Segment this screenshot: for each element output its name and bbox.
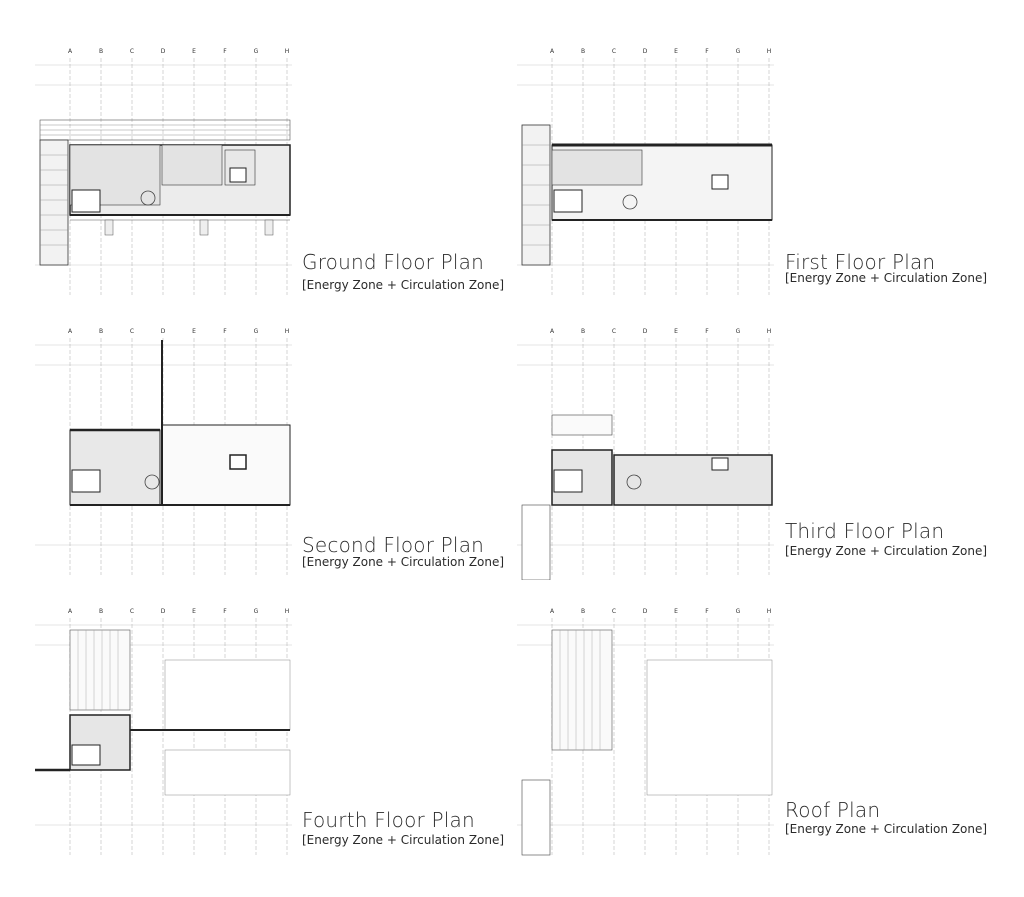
second-floor-plan-svg bbox=[30, 320, 300, 580]
grid-labels bbox=[550, 48, 771, 55]
grid-label: H bbox=[284, 48, 290, 55]
plan-title: Third Floor Plan bbox=[785, 519, 945, 543]
grid-label: C bbox=[129, 328, 135, 335]
solar-array bbox=[552, 630, 612, 750]
grid-label: F bbox=[223, 328, 227, 335]
stair-core bbox=[712, 458, 728, 470]
grid-label: G bbox=[253, 608, 259, 615]
grid-label: E bbox=[674, 608, 678, 615]
ground-floor-plan-drawing bbox=[30, 40, 300, 300]
roof-plan-svg bbox=[512, 600, 782, 860]
second-floor-plan-drawing bbox=[30, 320, 300, 580]
grid-label: B bbox=[580, 608, 586, 615]
grid-label: C bbox=[611, 328, 617, 335]
grid-label: A bbox=[549, 48, 555, 55]
grid-label: G bbox=[735, 48, 741, 55]
ramp bbox=[522, 780, 550, 855]
grid-label: H bbox=[284, 608, 290, 615]
grid-label: C bbox=[611, 608, 617, 615]
toilet-core bbox=[72, 470, 100, 492]
grid-label: B bbox=[98, 48, 104, 55]
solar-array bbox=[647, 660, 772, 795]
grid-labels bbox=[68, 608, 289, 615]
stair-block bbox=[552, 415, 612, 435]
building-block bbox=[614, 455, 772, 505]
stair-core bbox=[712, 175, 728, 189]
plan-subtitle: [Energy Zone + Circulation Zone] bbox=[785, 544, 988, 558]
grid-labels bbox=[68, 328, 289, 335]
grid-label: C bbox=[611, 48, 617, 55]
plan-title: Second Floor Plan bbox=[302, 533, 485, 557]
grid-label: C bbox=[129, 608, 135, 615]
toilet-core bbox=[554, 190, 582, 212]
grid-label: H bbox=[766, 608, 772, 615]
solar-array bbox=[165, 660, 290, 730]
toilet-core bbox=[72, 190, 100, 212]
grid-label: H bbox=[284, 328, 290, 335]
grid-label: A bbox=[549, 328, 555, 335]
grid-label: B bbox=[580, 48, 586, 55]
grid-label: B bbox=[98, 328, 104, 335]
ground-floor-plan-svg bbox=[30, 40, 300, 300]
grid-label: D bbox=[160, 608, 166, 615]
room bbox=[162, 145, 222, 185]
plan-subtitle: [Energy Zone + Circulation Zone] bbox=[785, 822, 988, 836]
grid-label: D bbox=[160, 328, 166, 335]
grid-label: H bbox=[766, 48, 772, 55]
grid-label: D bbox=[642, 328, 648, 335]
grid-labels bbox=[550, 328, 771, 335]
ramp bbox=[522, 505, 550, 580]
grid-label: C bbox=[129, 48, 135, 55]
grid-label: E bbox=[192, 48, 196, 55]
room bbox=[552, 150, 642, 185]
grid-label: B bbox=[580, 328, 586, 335]
solar-array bbox=[70, 630, 130, 710]
grid-label: A bbox=[67, 608, 73, 615]
roof-plan-drawing bbox=[512, 600, 782, 860]
grid-label: D bbox=[642, 48, 648, 55]
ramp bbox=[40, 140, 68, 265]
grid-label: G bbox=[735, 328, 741, 335]
grid-labels bbox=[550, 608, 771, 615]
stair-core bbox=[230, 168, 246, 182]
third-floor-plan-svg bbox=[512, 320, 782, 580]
plan-subtitle: [Energy Zone + Circulation Zone] bbox=[785, 271, 988, 285]
stair-core bbox=[230, 455, 246, 469]
grid-labels bbox=[68, 48, 289, 55]
grid-label: D bbox=[160, 48, 166, 55]
plan-subtitle: [Energy Zone + Circulation Zone] bbox=[302, 555, 505, 569]
plan-subtitle: [Energy Zone + Circulation Zone] bbox=[302, 833, 505, 847]
grid-label: B bbox=[98, 608, 104, 615]
grid-label: E bbox=[192, 608, 196, 615]
planter bbox=[105, 220, 113, 235]
fourth-floor-plan-drawing bbox=[30, 600, 300, 860]
grid-label: F bbox=[705, 608, 709, 615]
plan-title: First Floor Plan bbox=[785, 250, 936, 274]
grid-label: E bbox=[674, 48, 678, 55]
ramp bbox=[522, 125, 550, 265]
grid-label: E bbox=[674, 328, 678, 335]
first-floor-plan-drawing bbox=[512, 40, 782, 300]
first-floor-plan-svg bbox=[512, 40, 782, 300]
plan-title: Roof Plan bbox=[785, 798, 881, 822]
planter bbox=[265, 220, 273, 235]
fourth-floor-plan-svg bbox=[30, 600, 300, 860]
plan-title: Fourth Floor Plan bbox=[302, 808, 475, 832]
building-block bbox=[70, 430, 160, 505]
grid-label: F bbox=[705, 328, 709, 335]
grid-label: H bbox=[766, 328, 772, 335]
grid-label: F bbox=[705, 48, 709, 55]
solar-array bbox=[165, 750, 290, 795]
grid-label: D bbox=[642, 608, 648, 615]
grid-label: A bbox=[67, 48, 73, 55]
grid-label: F bbox=[223, 48, 227, 55]
planter bbox=[200, 220, 208, 235]
toilet-core bbox=[72, 745, 100, 765]
plan-title: Ground Floor Plan bbox=[302, 250, 484, 274]
grid-label: G bbox=[253, 328, 259, 335]
grid-label: G bbox=[253, 48, 259, 55]
grid-label: A bbox=[549, 608, 555, 615]
building-block bbox=[162, 425, 290, 505]
grid-label: E bbox=[192, 328, 196, 335]
grid-label: G bbox=[735, 608, 741, 615]
grid-label: F bbox=[223, 608, 227, 615]
toilet-core bbox=[554, 470, 582, 492]
plan-subtitle: [Energy Zone + Circulation Zone] bbox=[302, 278, 505, 292]
grid-label: A bbox=[67, 328, 73, 335]
third-floor-plan-drawing bbox=[512, 320, 782, 580]
